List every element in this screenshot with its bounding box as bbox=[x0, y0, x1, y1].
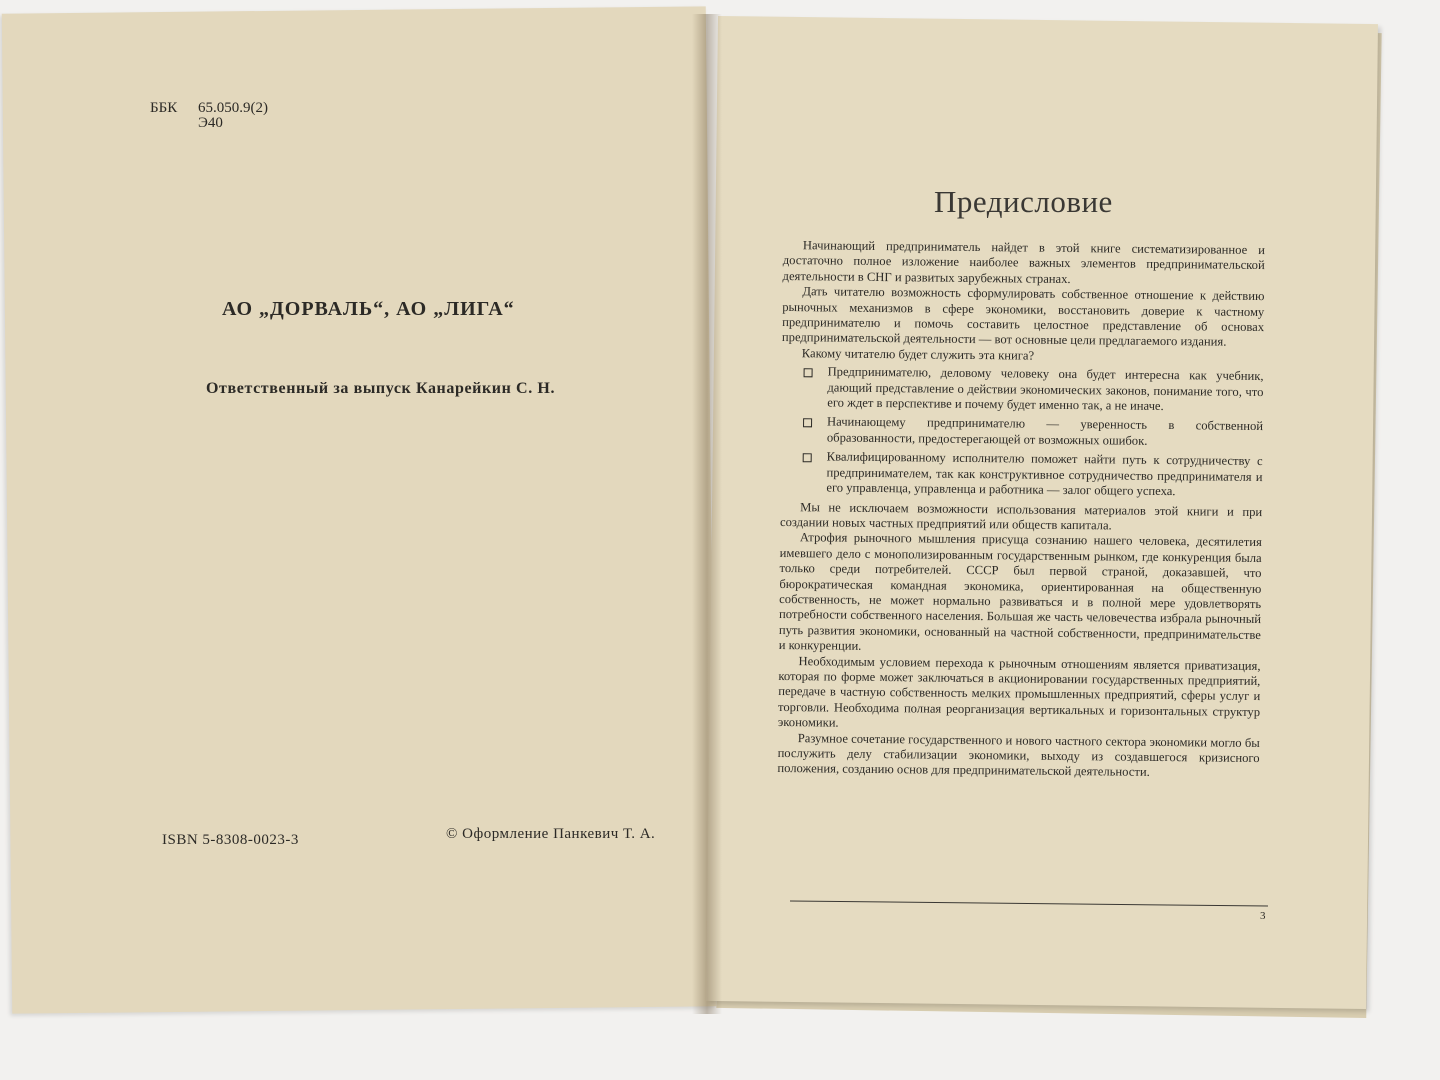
author-mark: Э40 bbox=[198, 115, 223, 131]
list-item bbox=[781, 414, 1263, 450]
design-credit: © Оформление Панкевич Т. А. bbox=[446, 826, 656, 842]
page-number: 3 bbox=[1260, 910, 1266, 922]
checkbox-square-icon bbox=[803, 419, 812, 428]
list-item bbox=[780, 449, 1262, 500]
page-title: Предисловие bbox=[934, 184, 1113, 219]
question-line: Какому читателю будет служить эта книга? bbox=[801, 346, 1035, 363]
paragraph: Атрофия рыночного мышления присуща сознанию нашего человека, десятилетия имевшего дело с монополизированным государственным рынком, где конкуренция была только среди потребителей. СССР был первой страной, доказавшей, что бюрократическая командная экономика, ориентированная на общественную собственность, не может нормально развиваться и в полной мере удовлетворять потребности собственного населения. Большая же часть человечества избрала рыночный путь развития экономики, основанный на частной собственности, предпринимательстве и конкуренции. bbox=[778, 530, 1262, 653]
list-item-text: Квалифицированному исполнителю поможет найти путь к сотрудничеству с предпринимателем, так как конструктивное сотрудничество предпринимателя и его управленца, управленца и работника — залог общего успеха. bbox=[826, 449, 1263, 499]
left-page bbox=[2, 6, 716, 1013]
paragraph: Разумное сочетание государственного и нового частного сектора экономики могло бы послужить делу стабилизации экономики, выходу из создавшегося кризисного положения, созданию основ для предпринимательской деятельности. bbox=[777, 730, 1260, 780]
paragraph: Начинающий предприниматель найдет в этой книге систематизированное и достаточно полное изложение наиболее важных элементов предпринимательской деятельности в СНГ и развитых зарубежных странах. bbox=[782, 238, 1265, 286]
list-item bbox=[781, 364, 1263, 415]
book-spine bbox=[692, 14, 722, 1014]
reader-list bbox=[780, 364, 1263, 500]
publisher-line: АО „ДОРВАЛЬ“, АО „ЛИГА“ bbox=[222, 298, 515, 320]
checkbox-square-icon bbox=[804, 368, 813, 377]
preface-body bbox=[777, 238, 1265, 782]
bbk-label: ББК bbox=[150, 100, 178, 116]
responsible-editor: Ответственный за выпуск Канарейкин С. Н. bbox=[206, 380, 556, 397]
list-item-text: Начинающему предпринимателю — уверенность в собственной образованности, предостерегающей от возможных ошибок. bbox=[826, 414, 1264, 448]
isbn: ISBN 5-8308-0023-3 bbox=[162, 832, 299, 848]
list-item-text: Предпринимателю, деловому человеку она будет интересна как учебник, дающий представление о действии экономических законов, понимание того, что его ждет в перспективе и почему будет именно так, а не иначе. bbox=[827, 364, 1264, 414]
checkbox-square-icon bbox=[803, 453, 812, 462]
paragraph: Дать читателю возможность сформулировать собственное отношение к действию рыночных механизмов в сфере экономики, восстановить доверие к частному предпринимателю и помочь составить целостное представление об основах предпринимательской деятельности — вот основные цели предлагаемого издания. bbox=[781, 284, 1265, 350]
bbk-code: 65.050.9(2) bbox=[198, 100, 268, 116]
paragraph: Необходимым условием перехода к рыночным отношениям является приватизация, которая по форме может заключаться в акционировании государственных предприятий, передаче в частную собственность мелких промышленных предприятий, сферы услуг и торговли. Необходима полная реорганизация вертикальных и горизонтальных структур экономики. bbox=[777, 653, 1261, 730]
paragraph: Мы не исключаем возможности использования материалов этой книги и при создании новых частных предприятий или обществ капитала. bbox=[779, 499, 1263, 533]
